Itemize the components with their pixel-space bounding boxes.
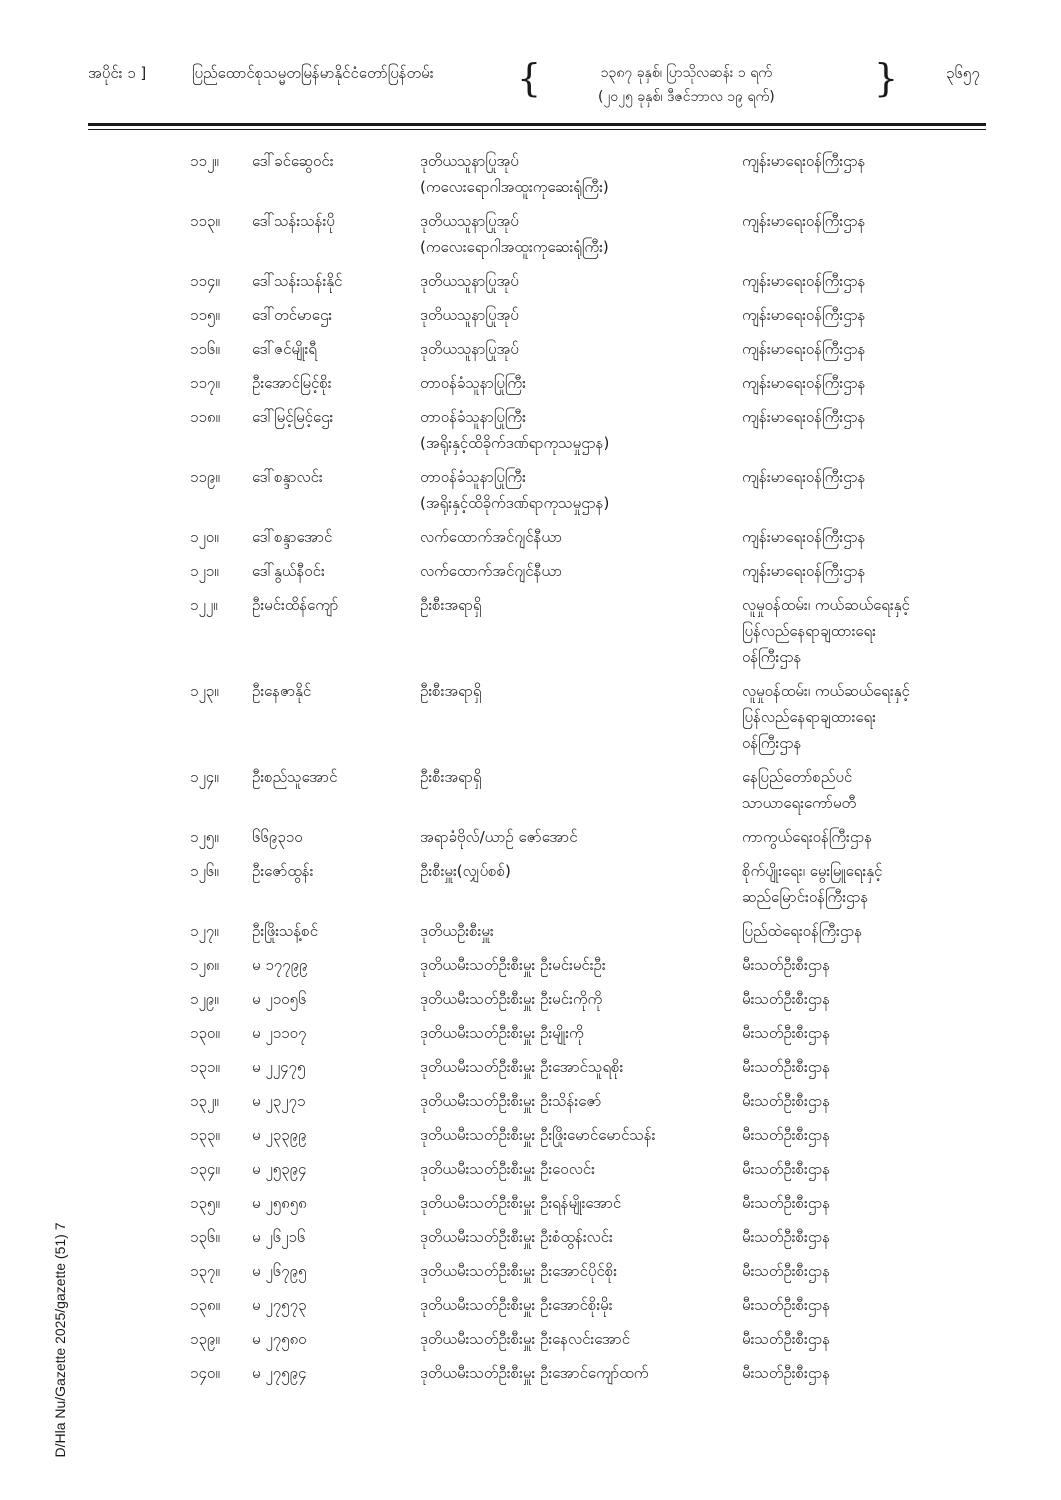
position-line: ဒုတိယသူနာပြုအုပ် — [420, 212, 519, 230]
position-line: ဒုတိယသူနာပြုအုပ် — [420, 272, 519, 290]
department — [742, 1258, 987, 1284]
row-number: ၁၃၉။ — [190, 1330, 220, 1348]
department — [742, 148, 987, 174]
position-title — [420, 918, 740, 944]
row-number: ၁၂၄။ — [190, 768, 219, 786]
position-title — [420, 1360, 740, 1386]
position-line: တာဝန်ခံသူနာပြုကြီး — [420, 408, 526, 426]
row-number: ၁၁၈။ — [190, 408, 220, 426]
position-title — [420, 1190, 740, 1216]
table-row — [0, 678, 1061, 764]
position-title — [420, 824, 740, 850]
position-title — [420, 558, 740, 584]
department — [742, 370, 987, 396]
position-line: ဒုတိယသူနာပြုအုပ် — [420, 340, 519, 358]
department — [742, 1190, 987, 1216]
department-line: မီးသတ်ဦးစီးဌာန — [742, 1024, 831, 1042]
row-number: ၁၂၅။ — [190, 828, 219, 846]
department-line: မီးသတ်ဦးစီးဌာန — [742, 956, 831, 974]
department — [742, 592, 987, 670]
person-name: ဦးအောင်မြင့်စိုး — [252, 374, 332, 392]
department — [742, 208, 987, 234]
department — [742, 558, 987, 584]
position-line: တာဝန်ခံသူနာပြုကြီး — [420, 374, 526, 392]
position-line: ဒုတိယမီးသတ်ဦးစီးမှူး ဦးမင်းမင်းဦး — [420, 956, 606, 974]
row-number: ၁၂၈။ — [190, 956, 219, 974]
issue-date — [598, 61, 775, 109]
table-row — [0, 148, 1061, 208]
department — [742, 952, 987, 978]
row-number: ၁၃၁။ — [190, 1058, 220, 1076]
position-title — [420, 858, 740, 884]
right-brace: } — [874, 56, 899, 100]
department-line: မီးသတ်ဦးစီးဌာန — [742, 1194, 831, 1212]
department — [742, 404, 987, 430]
position-title — [420, 1326, 740, 1352]
position-title — [420, 1224, 740, 1250]
row-number: ၁၂၁။ — [190, 562, 219, 580]
person-name: ဒေါ်စန္ဒာအောင် — [252, 528, 333, 546]
position-line: လက်ထောက်အင်ဂျင်နီယာ — [420, 528, 563, 546]
department-line: မီးသတ်ဦးစီးဌာန — [742, 1364, 831, 1382]
department-line: မီးသတ်ဦးစီးဌာန — [742, 1092, 831, 1110]
position-title — [420, 336, 740, 362]
position-line: တာဝန်ခံသူနာပြုကြီး — [420, 468, 526, 486]
department-line: မီးသတ်ဦးစီးဌာန — [742, 1296, 831, 1314]
department — [742, 1360, 987, 1386]
department-line: ပြည်ထဲရေးဝန်ကြီးဌာန — [742, 922, 863, 940]
position-title — [420, 1122, 740, 1148]
table-row — [0, 336, 1061, 370]
department-line: ဝန်ကြီးဌာန — [742, 648, 802, 666]
row-number: ၁၃၃။ — [190, 1126, 220, 1144]
row-number: ၁၂၀။ — [190, 528, 219, 546]
table-row — [0, 208, 1061, 268]
gazette-title: ပြည်ထောင်စုသမ္မတမြန်မာနိုင်ငံတော်ပြန်တမ်း — [192, 64, 434, 82]
department — [742, 824, 987, 850]
row-number: ၁၃၇။ — [190, 1262, 220, 1280]
table-row — [0, 524, 1061, 558]
position-title — [420, 370, 740, 396]
position-line: ဒုတိယမီးသတ်ဦးစီးမှူး ဦးအောင်ပိုင်စိုး — [420, 1262, 618, 1280]
table-row — [0, 1292, 1061, 1326]
department-line: ကျန်းမာရေးဝန်ကြီးဌာန — [742, 562, 866, 580]
table-row — [0, 558, 1061, 592]
person-name: မ ၂၅၃၉၄ — [252, 1160, 307, 1178]
position-title — [420, 764, 740, 790]
table-row — [0, 1122, 1061, 1156]
row-number: ၁၁၄။ — [190, 272, 220, 290]
position-line: အရာခံဗိုလ်/ယာဉ် ဇော်အောင် — [420, 828, 578, 846]
department — [742, 858, 987, 910]
person-name: မ ၂၂၄၇၅ — [252, 1058, 306, 1076]
person-name: ဒေါ်တင်မာဌေး — [252, 306, 333, 324]
position-line: ဦးစီးအရာရှိ — [420, 596, 482, 614]
person-name: ဒေါ်သန်းသန်းနိုင် — [252, 272, 343, 290]
position-title — [420, 592, 740, 618]
table-row — [0, 1190, 1061, 1224]
department-line: ကာကွယ်ရေးဝန်ကြီးဌာန — [742, 828, 873, 846]
position-line: ဒုတိယမီးသတ်ဦးစီးမှူး ဦးအောင်ကျော်ထက် — [420, 1364, 649, 1382]
position-line: (အရိုးနှင့်ထိခိုက်ဒဏ်ရာကုသမှုဌာန) — [420, 434, 610, 452]
department — [742, 678, 987, 756]
table-row — [0, 858, 1061, 918]
person-name: ဒေါ်ခင်ဆွေဝင်း — [252, 152, 334, 170]
person-name: မ ၂၅၈၅၈ — [252, 1194, 307, 1212]
side-code: D/Hla Nu/Gazette 2025/gazette (51) 7 — [52, 1222, 68, 1458]
position-title — [420, 1054, 740, 1080]
department-line: ကျန်းမာရေးဝန်ကြီးဌာန — [742, 374, 866, 392]
row-number: ၁၂၉။ — [190, 990, 219, 1008]
row-number: ၁၂၂။ — [190, 596, 218, 614]
position-line: ဒုတိယမီးသတ်ဦးစီးမှူး ဦးရန်မျိုးအောင် — [420, 1194, 622, 1212]
position-title — [420, 208, 740, 260]
person-name: ဦးဖြိုးသန့်စင် — [252, 922, 319, 940]
position-line: ဒုတိယမီးသတ်ဦးစီးမှူး ဦးမျိုးကို — [420, 1024, 584, 1042]
department-line: မီးသတ်ဦးစီးဌာန — [742, 1058, 831, 1076]
person-name: မ ၂၇၅၈၀ — [252, 1330, 307, 1348]
person-name: မ ၂၁၁၀၇ — [252, 1024, 307, 1042]
position-line: (ကလေးရောဂါအထူးကုဆေးရုံကြီး) — [420, 178, 609, 196]
person-name: မ ၂၆၇၉၅ — [252, 1262, 307, 1280]
position-title — [420, 986, 740, 1012]
department-line: မီးသတ်ဦးစီးဌာန — [742, 990, 831, 1008]
table-row — [0, 370, 1061, 404]
row-number: ၁၄၀။ — [190, 1364, 220, 1382]
position-line: ဒုတိယမီးသတ်ဦးစီးမှူး ဦးနေလင်းအောင် — [420, 1330, 631, 1348]
position-line: (အရိုးနှင့်ထိခိုက်ဒဏ်ရာကုသမှုဌာန) — [420, 494, 610, 512]
row-number: ၁၁၇။ — [190, 374, 220, 392]
row-number: ၁၃၀။ — [190, 1024, 220, 1042]
person-name: ၆၆၉၃၁၀ — [252, 828, 303, 846]
department-line: ကျန်းမာရေးဝန်ကြီးဌာန — [742, 212, 866, 230]
table-row — [0, 302, 1061, 336]
department-line: စိုက်ပျိုးရေး၊ မွေးမြူရေးနှင့် — [742, 862, 883, 880]
position-line: ဒုတိယမီးသတ်ဦးစီးမှူး ဦးအောင်စိုးမိုး — [420, 1296, 613, 1314]
position-title — [420, 952, 740, 978]
table-row — [0, 1088, 1061, 1122]
position-title — [420, 1156, 740, 1182]
position-title — [420, 1088, 740, 1114]
person-name: ဒေါ်စန္ဒာလင်း — [252, 468, 323, 486]
person-name: မ ၂၃၃၉၉ — [252, 1126, 307, 1144]
table-row — [0, 404, 1061, 464]
issue-date-gregorian: (၂၀၂၅ ခုနှစ်၊ ဒီဇင်ဘာလ ၁၉ ရက်) — [598, 89, 775, 105]
position-title — [420, 302, 740, 328]
department — [742, 1156, 987, 1182]
position-title — [420, 1292, 740, 1318]
department-line: မီးသတ်ဦးစီးဌာန — [742, 1126, 831, 1144]
table-row — [0, 268, 1061, 302]
issue-date-myanmar: ၁၃၈၇ ခုနှစ်၊ ပြာသိုလဆန်း ၁ ရက် — [600, 65, 772, 81]
position-line: လက်ထောက်အင်ဂျင်နီယာ — [420, 562, 563, 580]
person-name: မ ၂၇၅၇၃ — [252, 1296, 307, 1314]
position-title — [420, 148, 740, 200]
department-line: မီးသတ်ဦးစီးဌာန — [742, 1262, 831, 1280]
department-line: နေပြည်တော်စည်ပင် — [742, 768, 853, 786]
position-title — [420, 404, 740, 456]
department-line: ဆည်မြောင်းဝန်ကြီးဌာန — [742, 888, 869, 906]
department — [742, 1054, 987, 1080]
table-row — [0, 1258, 1061, 1292]
row-number: ၁၃၆။ — [190, 1228, 220, 1246]
department — [742, 764, 987, 816]
position-title — [420, 1258, 740, 1284]
department-line: ကျန်းမာရေးဝန်ကြီးဌာန — [742, 468, 866, 486]
person-name: ဒေါ်သန်းသန်းပို — [252, 212, 335, 230]
position-line: ဒုတိယသူနာပြုအုပ် — [420, 306, 519, 324]
person-name: မ ၂၁၀၅၆ — [252, 990, 307, 1008]
row-number: ၁၁၅။ — [190, 306, 220, 324]
person-name: ဒေါ်မြင့်မြင့်ဌေး — [252, 408, 334, 426]
table-row — [0, 464, 1061, 524]
row-number: ၁၃၈။ — [190, 1296, 220, 1314]
position-title — [420, 524, 740, 550]
person-name: ဦးနေဇာနိုင် — [252, 682, 312, 700]
department-line: ကျန်းမာရေးဝန်ကြီးဌာန — [742, 272, 866, 290]
department-line: ဝန်ကြီးဌာန — [742, 734, 802, 752]
person-name: ဦးမင်းထိန်ကျော် — [252, 596, 339, 614]
department-line: ကျန်းမာရေးဝန်ကြီးဌာန — [742, 340, 866, 358]
position-title — [420, 1020, 740, 1046]
department — [742, 464, 987, 490]
part-label: အပိုင်း ၁ ] — [88, 64, 147, 82]
table-row — [0, 918, 1061, 952]
department-line: ကျန်းမာရေးဝန်ကြီးဌာန — [742, 528, 866, 546]
table-row — [0, 1360, 1061, 1394]
department — [742, 268, 987, 294]
department-line: လူမှုဝန်ထမ်း၊ ကယ်ဆယ်ရေးနှင့် — [742, 596, 910, 614]
department — [742, 1020, 987, 1046]
table-row — [0, 952, 1061, 986]
page-number: ၃၆၅၇ — [946, 64, 980, 82]
position-line: ဦးစီးအရာရှိ — [420, 682, 482, 700]
person-name: ဒေါ်ဇင်မျိုးရီ — [252, 340, 317, 358]
department — [742, 1326, 987, 1352]
row-number: ၁၃၂။ — [190, 1092, 219, 1110]
table-row — [0, 986, 1061, 1020]
department — [742, 1292, 987, 1318]
row-number: ၁၂၆။ — [190, 862, 219, 880]
row-number: ၁၁၃။ — [190, 212, 220, 230]
position-line: ဒုတိယမီးသတ်ဦးစီးမှူး ဦးအောင်သူရစိုး — [420, 1058, 624, 1076]
position-line: ဒုတိယမီးသတ်ဦးစီးမှူး ဦးစံထွန်းလင်း — [420, 1228, 613, 1246]
header-rule-thin — [88, 129, 986, 130]
table-row — [0, 824, 1061, 858]
department — [742, 1122, 987, 1148]
table-row — [0, 1054, 1061, 1088]
row-number: ၁၂၇။ — [190, 922, 219, 940]
table-row — [0, 1156, 1061, 1190]
position-line: ဦးစီးအရာရှိ — [420, 768, 482, 786]
department-line: ကျန်းမာရေးဝန်ကြီးဌာန — [742, 152, 866, 170]
department — [742, 336, 987, 362]
person-name: မ ၁၇၇၉၉ — [252, 956, 308, 974]
table-row — [0, 764, 1061, 824]
department-line: လူမှုဝန်ထမ်း၊ ကယ်ဆယ်ရေးနှင့် — [742, 682, 910, 700]
row-number: ၁၂၃။ — [190, 682, 219, 700]
position-line: ဒုတိယသူနာပြုအုပ် — [420, 152, 519, 170]
position-line: ဒုတိယမီးသတ်ဦးစီးမှူး ဦးဝေလင်း — [420, 1160, 595, 1178]
position-line: ဦးစီးမှူး(လျှပ်စစ်) — [420, 862, 511, 880]
row-number: ၁၃၅။ — [190, 1194, 220, 1212]
department-line: ပြန်လည်နေရာချထားရေး — [742, 622, 876, 640]
table-row — [0, 592, 1061, 678]
position-title — [420, 678, 740, 704]
department — [742, 1224, 987, 1250]
row-number: ၁၃၄။ — [190, 1160, 220, 1178]
department-line: မီးသတ်ဦးစီးဌာန — [742, 1330, 831, 1348]
department-line: မီးသတ်ဦးစီးဌာန — [742, 1160, 831, 1178]
table-row — [0, 1224, 1061, 1258]
position-line: (ကလေးရောဂါအထူးကုဆေးရုံကြီး) — [420, 238, 609, 256]
appointment-table — [0, 148, 1061, 1394]
department — [742, 918, 987, 944]
position-title — [420, 464, 740, 516]
row-number: ၁၁၂။ — [190, 152, 219, 170]
person-name: ဦးစည်သူအောင် — [252, 768, 338, 786]
person-name: မ ၂၆၂၁၆ — [252, 1228, 306, 1246]
department — [742, 302, 987, 328]
position-title — [420, 268, 740, 294]
department-line: မီးသတ်ဦးစီးဌာန — [742, 1228, 831, 1246]
position-line: ဒုတိယမီးသတ်ဦးစီးမှူး ဦးဖြိုးမောင်မောင်သန်း — [420, 1126, 656, 1144]
row-number: ၁၁၆။ — [190, 340, 220, 358]
department-line: ကျန်းမာရေးဝန်ကြီးဌာန — [742, 306, 866, 324]
header-rule-thick — [88, 123, 986, 126]
left-brace: { — [517, 56, 542, 100]
department-line: သာယာရေးကော်မတီ — [742, 794, 857, 812]
position-line: ဒုတိယမီးသတ်ဦးစီးမှူး ဦးသိန်းဇော် — [420, 1092, 602, 1110]
position-line: ဒုတိယမီးသတ်ဦးစီးမှူး ဦးမင်းကိုကို — [420, 990, 603, 1008]
table-row — [0, 1326, 1061, 1360]
person-name: မ ၂၃၂၇၁ — [252, 1092, 306, 1110]
department-line: ပြန်လည်နေရာချထားရေး — [742, 708, 876, 726]
department — [742, 524, 987, 550]
department-line: ကျန်းမာရေးဝန်ကြီးဌာန — [742, 408, 866, 426]
department — [742, 986, 987, 1012]
department — [742, 1088, 987, 1114]
person-name: မ ၂၇၅၉၄ — [252, 1364, 307, 1382]
person-name: ဦးဇော်ထွန်း — [252, 862, 314, 880]
person-name: ဒေါ်နွယ်နီဝင်း — [252, 562, 325, 580]
table-row — [0, 1020, 1061, 1054]
position-line: ဒုတိယဦးစီးမှူး — [420, 922, 494, 940]
row-number: ၁၁၉။ — [190, 468, 220, 486]
